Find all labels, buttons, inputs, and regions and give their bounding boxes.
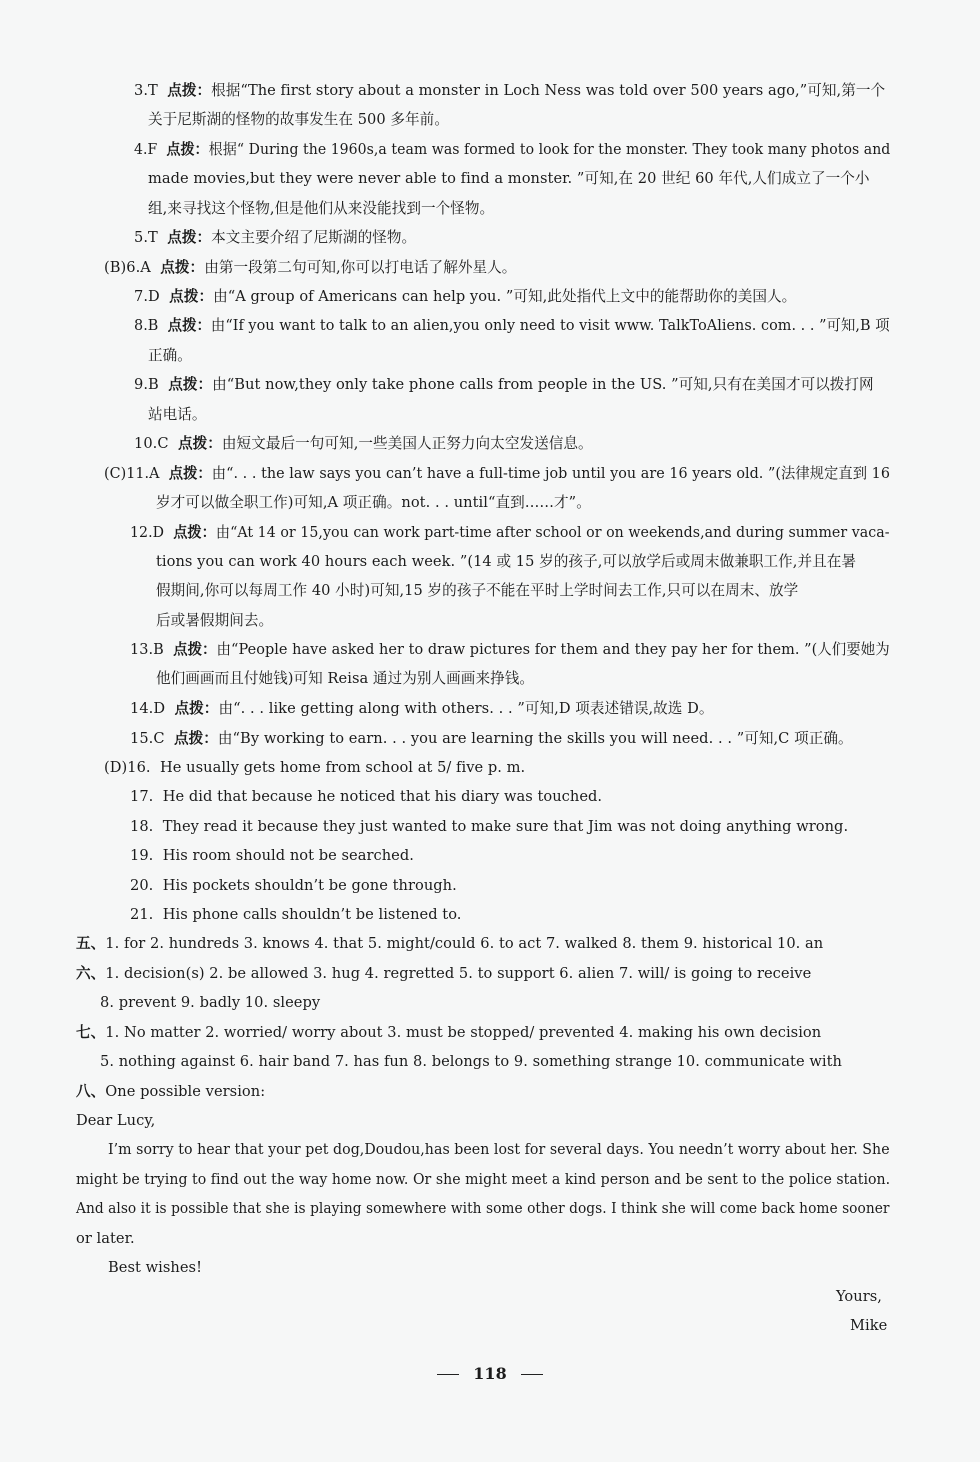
line-text: might be trying to find out the way home now. Or she might meet a kind person and be sent to the police station.: [76, 1171, 891, 1188]
text-line: [148, 404, 207, 426]
line-text: 由“A group of Americans can help you. ”可知,此处指代上文中的能帮助你的美国人。: [213, 288, 797, 305]
text-line: [76, 1081, 265, 1103]
text-line: [76, 1169, 890, 1191]
line-text: Best wishes!: [108, 1259, 202, 1276]
hint-label: 点拨：: [173, 524, 216, 541]
text-line: [130, 845, 414, 867]
text-line: [156, 580, 798, 602]
line-text: Dear Lucy,: [76, 1112, 156, 1129]
line-text: Yours,: [836, 1288, 882, 1305]
item-number: 15.C: [130, 730, 165, 747]
text-line: [134, 286, 796, 308]
line-text: or later.: [76, 1230, 135, 1247]
text-line: [156, 610, 273, 632]
hint-label: 点拨：: [167, 317, 211, 334]
text-line: [130, 522, 890, 544]
hint-label: 点拨：: [167, 229, 212, 246]
text-line: [134, 374, 874, 396]
hint-label: 点拨：: [168, 376, 213, 393]
item-number: (B)6.A: [104, 259, 151, 276]
hint-label: 点拨：: [174, 700, 219, 717]
text-line: [134, 315, 890, 337]
line-text: And also it is possible that she is playing somewhere with some other dogs. I think she will come back home sooner: [76, 1200, 890, 1217]
line-text: His pockets shouldn’t be gone through.: [162, 877, 457, 894]
line-text: 由“If you want to talk to an alien,you only need to visit www. TalkToAliens. com. . . ”可知,B 项: [210, 317, 890, 334]
line-text: He usually gets home from school at 5/ five p. m.: [160, 759, 526, 776]
text-line: [130, 904, 461, 926]
text-line: [130, 728, 853, 750]
line-text: 由第一段第二句可知,你可以打电话了解外星人。: [204, 259, 517, 276]
text-line: [148, 168, 870, 190]
line-text: His phone calls shouldn’t be listened to.: [162, 906, 462, 923]
section-number: 五、: [76, 935, 106, 952]
line-text: 由“. . . like getting along with others. . . ”可知,D 项表述错误,故选 D。: [218, 700, 714, 717]
item-number: 4.F: [134, 141, 158, 158]
text-line: [76, 1228, 135, 1250]
text-line: [134, 80, 885, 102]
item-number: 12.D: [130, 524, 165, 541]
line-text: 由“People have asked her to draw pictures for them and they pay her for them. ”(人们要她为: [216, 641, 890, 658]
text-line: [104, 463, 890, 485]
text-line: [130, 639, 890, 661]
text-line: [100, 1051, 842, 1073]
text-line: [108, 1139, 890, 1161]
text-line: [76, 933, 823, 955]
line-text: 由“. . . the law says you can’t have a full-time job until you are 16 years old. ”(法律规定直到 16: [211, 465, 890, 482]
line-text: 组,来寻找这个怪物,但是他们从来没能找到一个怪物。: [148, 200, 495, 217]
item-number: 8.B: [134, 317, 159, 334]
page-number-dash-left: [437, 1374, 459, 1375]
hint-label: 点拨：: [173, 730, 218, 747]
hint-label: 点拨：: [169, 288, 214, 305]
section-number: 八、: [76, 1083, 106, 1100]
item-number: 5.T: [134, 229, 158, 246]
text-line: [148, 345, 192, 367]
item-number: 19.: [130, 847, 154, 864]
text-line: [156, 492, 591, 514]
line-text: 关于尼斯湖的怪物的故事发生在 500 多年前。: [148, 111, 449, 128]
text-line: [100, 992, 320, 1014]
text-line: [104, 757, 525, 779]
line-text: 8. prevent 9. badly 10. sleepy: [100, 994, 321, 1011]
line-text: tions you can work 40 hours each week. ”(14 或 15 岁的孩子,可以放学后或周末做兼职工作,并且在暑: [156, 553, 857, 570]
line-text: 假期间,你可以每周工作 40 小时)可知,15 岁的孩子不能在平时上学时间去工作,只可以在周末、放学: [156, 582, 799, 599]
hint-label: 点拨：: [177, 435, 222, 452]
hint-label: 点拨：: [167, 82, 212, 99]
line-text: 1. decision(s) 2. be allowed 3. hug 4. regretted 5. to support 6. alien 7. will/ is going to receive: [105, 965, 812, 982]
item-number: 13.B: [130, 641, 164, 658]
line-text: Mike: [850, 1317, 888, 1334]
hint-label: 点拨：: [168, 465, 212, 482]
line-text: 由“By working to earn. . . you are learning the skills you will need. . . ”可知,C 项正确。: [217, 730, 853, 747]
line-text: 由“But now,they only take phone calls from people in the US. ”可知,只有在美国才可以拨打网: [212, 376, 874, 393]
item-number: 20.: [130, 877, 154, 894]
item-number: (C)11.A: [104, 465, 160, 482]
section-number: 六、: [76, 965, 106, 982]
item-number: 3.T: [134, 82, 158, 99]
text-line: [148, 198, 494, 220]
text-line: [130, 875, 457, 897]
hint-label: 点拨：: [160, 259, 205, 276]
line-text: 根据“ During the 1960s,a team was formed to look for the monster. They took many photos and: [208, 141, 891, 158]
item-number: 17.: [130, 788, 154, 805]
text-line: [76, 1110, 155, 1132]
line-text: 由短文最后一句可知,一些美国人正努力向太空发送信息。: [221, 435, 593, 452]
text-line: [130, 698, 714, 720]
page-number: [0, 1362, 980, 1386]
line-text: He did that because he noticed that his diary was touched.: [162, 788, 603, 805]
line-text: 根据“The first story about a monster in Loch Ness was told over 500 years ago,”可知,第一个: [211, 82, 886, 99]
page-number-dash-right: [521, 1374, 543, 1375]
section-number: 七、: [76, 1024, 106, 1041]
text-line: [76, 963, 811, 985]
text-line: [134, 139, 890, 161]
line-text: One possible version:: [105, 1083, 266, 1100]
line-text: made movies,but they were never able to find a monster. ”可知,在 20 世纪 60 年代,人们成立了一个小: [148, 170, 870, 187]
line-text: They read it because they just wanted to make sure that Jim was not doing anything wrong.: [162, 818, 849, 835]
line-text: 5. nothing against 6. hair band 7. has fun 8. belongs to 9. something strange 10. communicate with: [100, 1053, 842, 1070]
line-text: 本文主要介绍了尼斯湖的怪物。: [211, 229, 417, 246]
line-text: 他们画画而且付她钱)可知 Reisa 通过为别人画画来挣钱。: [156, 670, 535, 687]
item-number: 21.: [130, 906, 154, 923]
text-line: [850, 1315, 887, 1337]
line-text: 1. for 2. hundreds 3. knows 4. that 5. might/could 6. to act 7. walked 8. them 9. historical 10. an: [105, 935, 824, 952]
line-text: 1. No matter 2. worried/ worry about 3. must be stopped/ prevented 4. making his own decision: [105, 1024, 822, 1041]
line-text: His room should not be searched.: [162, 847, 414, 864]
text-line: [836, 1286, 882, 1308]
text-line: [108, 1257, 202, 1279]
text-line: [134, 227, 416, 249]
item-number: (D)16.: [104, 759, 151, 776]
item-number: 10.C: [134, 435, 169, 452]
item-number: 18.: [130, 818, 154, 835]
text-line: [156, 551, 856, 573]
line-text: 站电话。: [148, 406, 207, 423]
item-number: 14.D: [130, 700, 166, 717]
item-number: 9.B: [134, 376, 159, 393]
page-number-value: 118: [473, 1364, 507, 1383]
text-line: [104, 257, 516, 279]
hint-label: 点拨：: [173, 641, 217, 658]
text-line: [130, 786, 602, 808]
text-line: [76, 1022, 821, 1044]
line-text: 正确。: [148, 347, 192, 364]
text-line: [156, 668, 534, 690]
text-line: [76, 1198, 890, 1220]
hint-label: 点拨：: [166, 141, 209, 158]
text-line: [130, 816, 848, 838]
line-text: I’m sorry to hear that your pet dog,Doudou,has been lost for several days. You needn’t worry about her. She: [108, 1141, 890, 1158]
item-number: 7.D: [134, 288, 160, 305]
line-text: 后或暑假期间去。: [156, 612, 274, 629]
text-line: [134, 433, 593, 455]
text-line: [148, 109, 449, 131]
line-text: 岁才可以做全职工作)可知,A 项正确。not. . . until“直到……才”。: [156, 494, 591, 511]
line-text: 由“At 14 or 15,you can work part-time after school or on weekends,and during summer vaca-: [215, 524, 890, 541]
